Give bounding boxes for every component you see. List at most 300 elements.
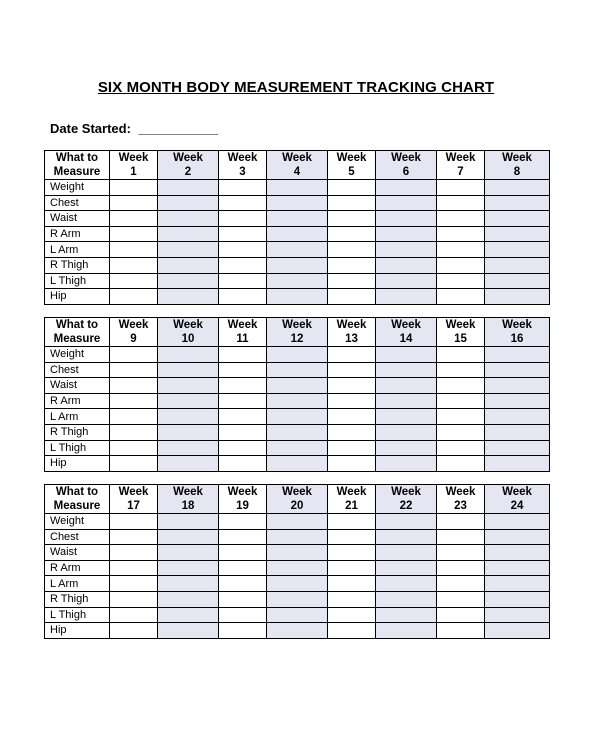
- measurement-cell[interactable]: [158, 623, 219, 639]
- measurement-cell[interactable]: [267, 347, 328, 363]
- measurement-cell[interactable]: [328, 545, 376, 561]
- week-header: [485, 318, 550, 347]
- measurement-cell[interactable]: [376, 607, 437, 623]
- measurement-cell[interactable]: [485, 362, 550, 378]
- tracking-table-weeks-17-24: [44, 484, 550, 639]
- measurement-cell[interactable]: [437, 440, 485, 456]
- week-label: Week: [336, 319, 367, 331]
- measurement-cell[interactable]: [437, 607, 485, 623]
- measurement-cell[interactable]: [376, 456, 437, 472]
- measurement-cell[interactable]: [219, 211, 267, 227]
- measurement-cell[interactable]: [485, 257, 550, 273]
- measure-label: L Arm: [45, 576, 110, 592]
- measurement-cell[interactable]: [219, 424, 267, 440]
- measurement-cell[interactable]: [158, 409, 219, 425]
- measurement-cell[interactable]: [267, 226, 328, 242]
- measurement-cell[interactable]: [328, 242, 376, 258]
- measurement-cell[interactable]: [328, 393, 376, 409]
- measurement-cell[interactable]: [376, 529, 437, 545]
- week-header: [219, 318, 267, 347]
- measurement-cell[interactable]: [437, 378, 485, 394]
- week-label: Week: [445, 152, 476, 164]
- week-number: 15: [454, 333, 467, 345]
- measurement-cell[interactable]: [219, 607, 267, 623]
- measurement-cell[interactable]: [158, 347, 219, 363]
- week-header: [437, 318, 485, 347]
- week-label: Week: [502, 319, 532, 331]
- date-started-label: Date Started:: [50, 121, 131, 136]
- measurement-cell[interactable]: [219, 362, 267, 378]
- week-number: 17: [127, 500, 140, 512]
- measurement-cell[interactable]: [376, 362, 437, 378]
- measurement-cell[interactable]: [219, 393, 267, 409]
- measurement-cell[interactable]: [437, 226, 485, 242]
- measurement-row: [45, 560, 550, 576]
- measurement-cell[interactable]: [219, 456, 267, 472]
- measurement-cell[interactable]: [158, 211, 219, 227]
- week-header: [267, 151, 328, 180]
- measurement-cell[interactable]: [267, 424, 328, 440]
- measurement-cell[interactable]: [376, 623, 437, 639]
- measure-label: L Thigh: [45, 607, 110, 623]
- measurement-cell[interactable]: [376, 514, 437, 530]
- measurement-cell[interactable]: [485, 560, 550, 576]
- measurement-cell[interactable]: [376, 257, 437, 273]
- what-to-measure-text: What to: [55, 486, 99, 498]
- week-header: [158, 318, 219, 347]
- measure-label: Waist: [45, 378, 110, 394]
- measurement-cell[interactable]: [158, 607, 219, 623]
- measurement-row: [45, 378, 550, 394]
- week-header: [376, 318, 437, 347]
- what-to-measure-text: Measure: [53, 166, 101, 178]
- measurement-cell[interactable]: [219, 289, 267, 305]
- measure-label: R Thigh: [45, 424, 110, 440]
- measurement-cell[interactable]: [328, 560, 376, 576]
- measurement-row: [45, 607, 550, 623]
- measurement-cell[interactable]: [158, 195, 219, 211]
- measurement-row: [45, 289, 550, 305]
- measurement-cell[interactable]: [437, 545, 485, 561]
- measurement-cell[interactable]: [437, 424, 485, 440]
- week-header: [267, 318, 328, 347]
- measurement-cell[interactable]: [376, 211, 437, 227]
- measurement-cell[interactable]: [267, 273, 328, 289]
- measurement-cell[interactable]: [328, 514, 376, 530]
- measurement-cell[interactable]: [158, 456, 219, 472]
- measurement-cell[interactable]: [328, 180, 376, 196]
- measurement-cell[interactable]: [158, 545, 219, 561]
- measure-label: L Arm: [45, 409, 110, 425]
- week-number: 22: [399, 500, 413, 512]
- measure-label: R Arm: [45, 393, 110, 409]
- measurement-cell[interactable]: [110, 545, 158, 561]
- measurement-cell[interactable]: [110, 424, 158, 440]
- week-label: Week: [227, 152, 258, 164]
- measurement-cell[interactable]: [437, 211, 485, 227]
- week-label: Week: [445, 319, 476, 331]
- measurement-cell[interactable]: [437, 195, 485, 211]
- date-started-line[interactable]: ___________: [138, 121, 219, 136]
- measurement-cell[interactable]: [376, 560, 437, 576]
- measurement-cell[interactable]: [485, 456, 550, 472]
- measurement-cell[interactable]: [485, 242, 550, 258]
- week-label: Week: [173, 486, 203, 498]
- measurement-cell[interactable]: [328, 273, 376, 289]
- measurement-cell[interactable]: [267, 591, 328, 607]
- measurement-row: [45, 456, 550, 472]
- measurement-cell[interactable]: [267, 362, 328, 378]
- tracking-table-weeks-9-16: [44, 317, 550, 472]
- measurement-cell[interactable]: [328, 378, 376, 394]
- measurement-row: [45, 576, 550, 592]
- measurement-cell[interactable]: [485, 424, 550, 440]
- measure-label: R Thigh: [45, 257, 110, 273]
- measurement-cell[interactable]: [437, 529, 485, 545]
- measure-label: Hip: [45, 623, 110, 639]
- measurement-cell[interactable]: [110, 514, 158, 530]
- week-label: Week: [391, 486, 421, 498]
- measurement-cell[interactable]: [219, 545, 267, 561]
- measurement-cell[interactable]: [267, 623, 328, 639]
- measurement-cell[interactable]: [110, 591, 158, 607]
- measurement-cell[interactable]: [110, 378, 158, 394]
- week-label: Week: [282, 486, 312, 498]
- week-number: 12: [290, 333, 304, 345]
- measurement-cell[interactable]: [158, 591, 219, 607]
- measurement-cell[interactable]: [267, 289, 328, 305]
- measurement-cell[interactable]: [110, 409, 158, 425]
- measurement-cell[interactable]: [267, 378, 328, 394]
- measurement-cell[interactable]: [158, 378, 219, 394]
- measurement-cell[interactable]: [110, 226, 158, 242]
- week-label: Week: [282, 319, 312, 331]
- measurement-cell[interactable]: [376, 378, 437, 394]
- measurement-cell[interactable]: [219, 273, 267, 289]
- measurement-cell[interactable]: [328, 424, 376, 440]
- header-row: [45, 318, 550, 347]
- measurement-cell[interactable]: [158, 529, 219, 545]
- measurement-cell[interactable]: [437, 456, 485, 472]
- measurement-cell[interactable]: [437, 409, 485, 425]
- week-label: Week: [336, 152, 367, 164]
- week-number: 16: [510, 333, 524, 345]
- measure-label: Weight: [45, 180, 110, 196]
- measurement-cell[interactable]: [437, 393, 485, 409]
- week-header: [485, 485, 550, 514]
- measurement-cell[interactable]: [437, 347, 485, 363]
- measure-label: L Arm: [45, 242, 110, 258]
- measurement-cell[interactable]: [219, 180, 267, 196]
- week-header: [376, 151, 437, 180]
- measurement-cell[interactable]: [437, 576, 485, 592]
- measurement-cell[interactable]: [110, 257, 158, 273]
- what-to-measure-text: What to: [55, 319, 99, 331]
- measurement-cell[interactable]: [328, 456, 376, 472]
- measurement-row: [45, 195, 550, 211]
- week-header: [158, 151, 219, 180]
- measurement-cell[interactable]: [328, 591, 376, 607]
- measurement-cell[interactable]: [219, 257, 267, 273]
- measure-label: Hip: [45, 456, 110, 472]
- measurement-row: [45, 362, 550, 378]
- measurement-cell[interactable]: [158, 180, 219, 196]
- tracking-table-weeks-1-8: [44, 150, 550, 305]
- measurement-cell[interactable]: [267, 242, 328, 258]
- measurement-cell[interactable]: [267, 409, 328, 425]
- measurement-cell[interactable]: [110, 347, 158, 363]
- what-to-measure-header: [45, 151, 110, 180]
- measurement-cell[interactable]: [267, 514, 328, 530]
- measurement-cell[interactable]: [376, 195, 437, 211]
- measurement-row: [45, 211, 550, 227]
- measurement-cell[interactable]: [328, 195, 376, 211]
- measurement-cell[interactable]: [328, 607, 376, 623]
- measurement-row: [45, 273, 550, 289]
- measurement-row: [45, 257, 550, 273]
- measurement-cell[interactable]: [485, 226, 550, 242]
- measurement-cell[interactable]: [485, 576, 550, 592]
- what-to-measure-text: Measure: [53, 500, 101, 512]
- measurement-cell[interactable]: [267, 257, 328, 273]
- measurement-cell[interactable]: [110, 195, 158, 211]
- measurement-row: [45, 591, 550, 607]
- measurement-cell[interactable]: [158, 560, 219, 576]
- measurement-row: [45, 440, 550, 456]
- measurement-cell[interactable]: [158, 242, 219, 258]
- measurement-cell[interactable]: [110, 456, 158, 472]
- measurement-cell[interactable]: [158, 440, 219, 456]
- measurement-row: [45, 393, 550, 409]
- week-number: 4: [293, 166, 301, 178]
- measurement-cell[interactable]: [158, 226, 219, 242]
- measurement-cell[interactable]: [110, 362, 158, 378]
- measurement-row: [45, 545, 550, 561]
- measurement-row: [45, 424, 550, 440]
- measurement-cell[interactable]: [219, 440, 267, 456]
- week-header: [219, 485, 267, 514]
- measurement-cell[interactable]: [328, 440, 376, 456]
- measurement-cell[interactable]: [376, 576, 437, 592]
- week-label: Week: [391, 152, 421, 164]
- measurement-cell[interactable]: [267, 211, 328, 227]
- measurement-cell[interactable]: [437, 591, 485, 607]
- measure-label: R Arm: [45, 560, 110, 576]
- measurement-cell[interactable]: [267, 195, 328, 211]
- week-number: 3: [239, 166, 246, 178]
- measurement-cell[interactable]: [485, 409, 550, 425]
- week-header: [110, 151, 158, 180]
- measurement-cell[interactable]: [328, 226, 376, 242]
- week-number: 11: [236, 333, 249, 345]
- week-header: [437, 485, 485, 514]
- week-header: [110, 485, 158, 514]
- week-number: 23: [454, 500, 467, 512]
- measurement-cell[interactable]: [376, 591, 437, 607]
- measurement-cell[interactable]: [485, 211, 550, 227]
- measurement-row: [45, 242, 550, 258]
- week-number: 5: [348, 166, 355, 178]
- measurement-cell[interactable]: [219, 623, 267, 639]
- measure-label: R Arm: [45, 226, 110, 242]
- measurement-cell[interactable]: [219, 529, 267, 545]
- measurement-cell[interactable]: [328, 529, 376, 545]
- measurement-cell[interactable]: [328, 347, 376, 363]
- measurement-cell[interactable]: [485, 180, 550, 196]
- measurement-cell[interactable]: [267, 393, 328, 409]
- measurement-cell[interactable]: [158, 514, 219, 530]
- measurement-cell[interactable]: [485, 393, 550, 409]
- measurement-cell[interactable]: [110, 289, 158, 305]
- measurement-cell[interactable]: [485, 273, 550, 289]
- week-header: [328, 485, 376, 514]
- week-number: 18: [181, 500, 195, 512]
- measurement-cell[interactable]: [485, 440, 550, 456]
- measurement-cell[interactable]: [267, 576, 328, 592]
- measurement-cell[interactable]: [485, 514, 550, 530]
- what-to-measure-text: What to: [55, 152, 99, 164]
- measurement-cell[interactable]: [110, 393, 158, 409]
- measurement-cell[interactable]: [437, 242, 485, 258]
- measurement-cell[interactable]: [437, 560, 485, 576]
- week-number: 8: [513, 166, 521, 178]
- measurement-cell[interactable]: [437, 180, 485, 196]
- measurement-cell[interactable]: [110, 623, 158, 639]
- date-started-row: [50, 121, 218, 136]
- measurement-cell[interactable]: [219, 195, 267, 211]
- measurement-cell[interactable]: [110, 576, 158, 592]
- measurement-row: [45, 180, 550, 196]
- measure-label: Weight: [45, 347, 110, 363]
- measurement-cell[interactable]: [485, 289, 550, 305]
- measurement-cell[interactable]: [219, 242, 267, 258]
- what-to-measure-text: Measure: [53, 333, 101, 345]
- measurement-cell[interactable]: [437, 273, 485, 289]
- week-number: 19: [236, 500, 249, 512]
- measurement-cell[interactable]: [158, 289, 219, 305]
- measure-label: L Thigh: [45, 440, 110, 456]
- week-label: Week: [227, 319, 258, 331]
- measurement-cell[interactable]: [376, 424, 437, 440]
- measurement-cell[interactable]: [267, 440, 328, 456]
- measurement-cell[interactable]: [376, 180, 437, 196]
- measurement-cell[interactable]: [376, 242, 437, 258]
- week-header: [328, 151, 376, 180]
- measurement-cell[interactable]: [158, 393, 219, 409]
- measurement-cell[interactable]: [485, 545, 550, 561]
- measurement-cell[interactable]: [437, 623, 485, 639]
- week-header: [376, 485, 437, 514]
- measurement-cell[interactable]: [437, 514, 485, 530]
- measurement-cell[interactable]: [158, 273, 219, 289]
- measurement-cell[interactable]: [328, 289, 376, 305]
- measurement-cell[interactable]: [158, 362, 219, 378]
- measurement-cell[interactable]: [158, 257, 219, 273]
- measurement-cell[interactable]: [219, 409, 267, 425]
- measurement-cell[interactable]: [267, 180, 328, 196]
- measurement-cell[interactable]: [110, 273, 158, 289]
- measurement-cell[interactable]: [376, 393, 437, 409]
- measurement-cell[interactable]: [485, 378, 550, 394]
- measurement-cell[interactable]: [219, 378, 267, 394]
- measurement-cell[interactable]: [437, 362, 485, 378]
- week-label: Week: [173, 319, 203, 331]
- measurement-cell[interactable]: [376, 545, 437, 561]
- measure-label: R Thigh: [45, 591, 110, 607]
- measurement-cell[interactable]: [158, 576, 219, 592]
- measurement-cell[interactable]: [110, 242, 158, 258]
- measure-label: Hip: [45, 289, 110, 305]
- measurement-cell[interactable]: [219, 560, 267, 576]
- measurement-cell[interactable]: [328, 623, 376, 639]
- week-label: Week: [391, 319, 421, 331]
- week-label: Week: [227, 486, 258, 498]
- measurement-row: [45, 226, 550, 242]
- measurement-cell[interactable]: [376, 440, 437, 456]
- measurement-row: [45, 623, 550, 639]
- measurement-cell[interactable]: [376, 273, 437, 289]
- measurement-cell[interactable]: [485, 623, 550, 639]
- measurement-cell[interactable]: [437, 257, 485, 273]
- measurement-cell[interactable]: [110, 560, 158, 576]
- what-to-measure-header: [45, 318, 110, 347]
- measure-label: Chest: [45, 362, 110, 378]
- measurement-cell[interactable]: [376, 347, 437, 363]
- measurement-cell[interactable]: [485, 195, 550, 211]
- measurement-cell[interactable]: [376, 409, 437, 425]
- measurement-cell[interactable]: [376, 226, 437, 242]
- measurement-cell[interactable]: [437, 289, 485, 305]
- measurement-cell[interactable]: [110, 180, 158, 196]
- measurement-cell[interactable]: [267, 560, 328, 576]
- measurement-cell[interactable]: [219, 591, 267, 607]
- week-number: 10: [181, 333, 195, 345]
- week-number: 2: [184, 166, 192, 178]
- measurement-cell[interactable]: [376, 289, 437, 305]
- measure-label: Waist: [45, 211, 110, 227]
- measurement-cell[interactable]: [219, 226, 267, 242]
- measurement-cell[interactable]: [110, 440, 158, 456]
- measurement-cell[interactable]: [219, 514, 267, 530]
- measurement-cell[interactable]: [328, 257, 376, 273]
- measurement-cell[interactable]: [110, 607, 158, 623]
- measurement-cell[interactable]: [110, 211, 158, 227]
- measurement-cell[interactable]: [267, 529, 328, 545]
- week-label: Week: [336, 486, 367, 498]
- week-label: Week: [445, 486, 476, 498]
- week-number: 9: [130, 333, 137, 345]
- measurement-cell[interactable]: [219, 576, 267, 592]
- measurement-cell[interactable]: [485, 591, 550, 607]
- measurement-cell[interactable]: [219, 347, 267, 363]
- measurement-cell[interactable]: [485, 607, 550, 623]
- week-label: Week: [118, 319, 149, 331]
- measurement-cell[interactable]: [267, 607, 328, 623]
- what-to-measure-header: [45, 485, 110, 514]
- measurement-cell[interactable]: [328, 409, 376, 425]
- measurement-cell[interactable]: [328, 211, 376, 227]
- measurement-cell[interactable]: [328, 576, 376, 592]
- measurement-cell[interactable]: [267, 545, 328, 561]
- measurement-cell[interactable]: [485, 529, 550, 545]
- measurement-cell[interactable]: [158, 424, 219, 440]
- week-header: [485, 151, 550, 180]
- measurement-cell[interactable]: [267, 456, 328, 472]
- measurement-cell[interactable]: [328, 362, 376, 378]
- measure-label: Weight: [45, 514, 110, 530]
- measurement-cell[interactable]: [485, 347, 550, 363]
- measurement-cell[interactable]: [110, 529, 158, 545]
